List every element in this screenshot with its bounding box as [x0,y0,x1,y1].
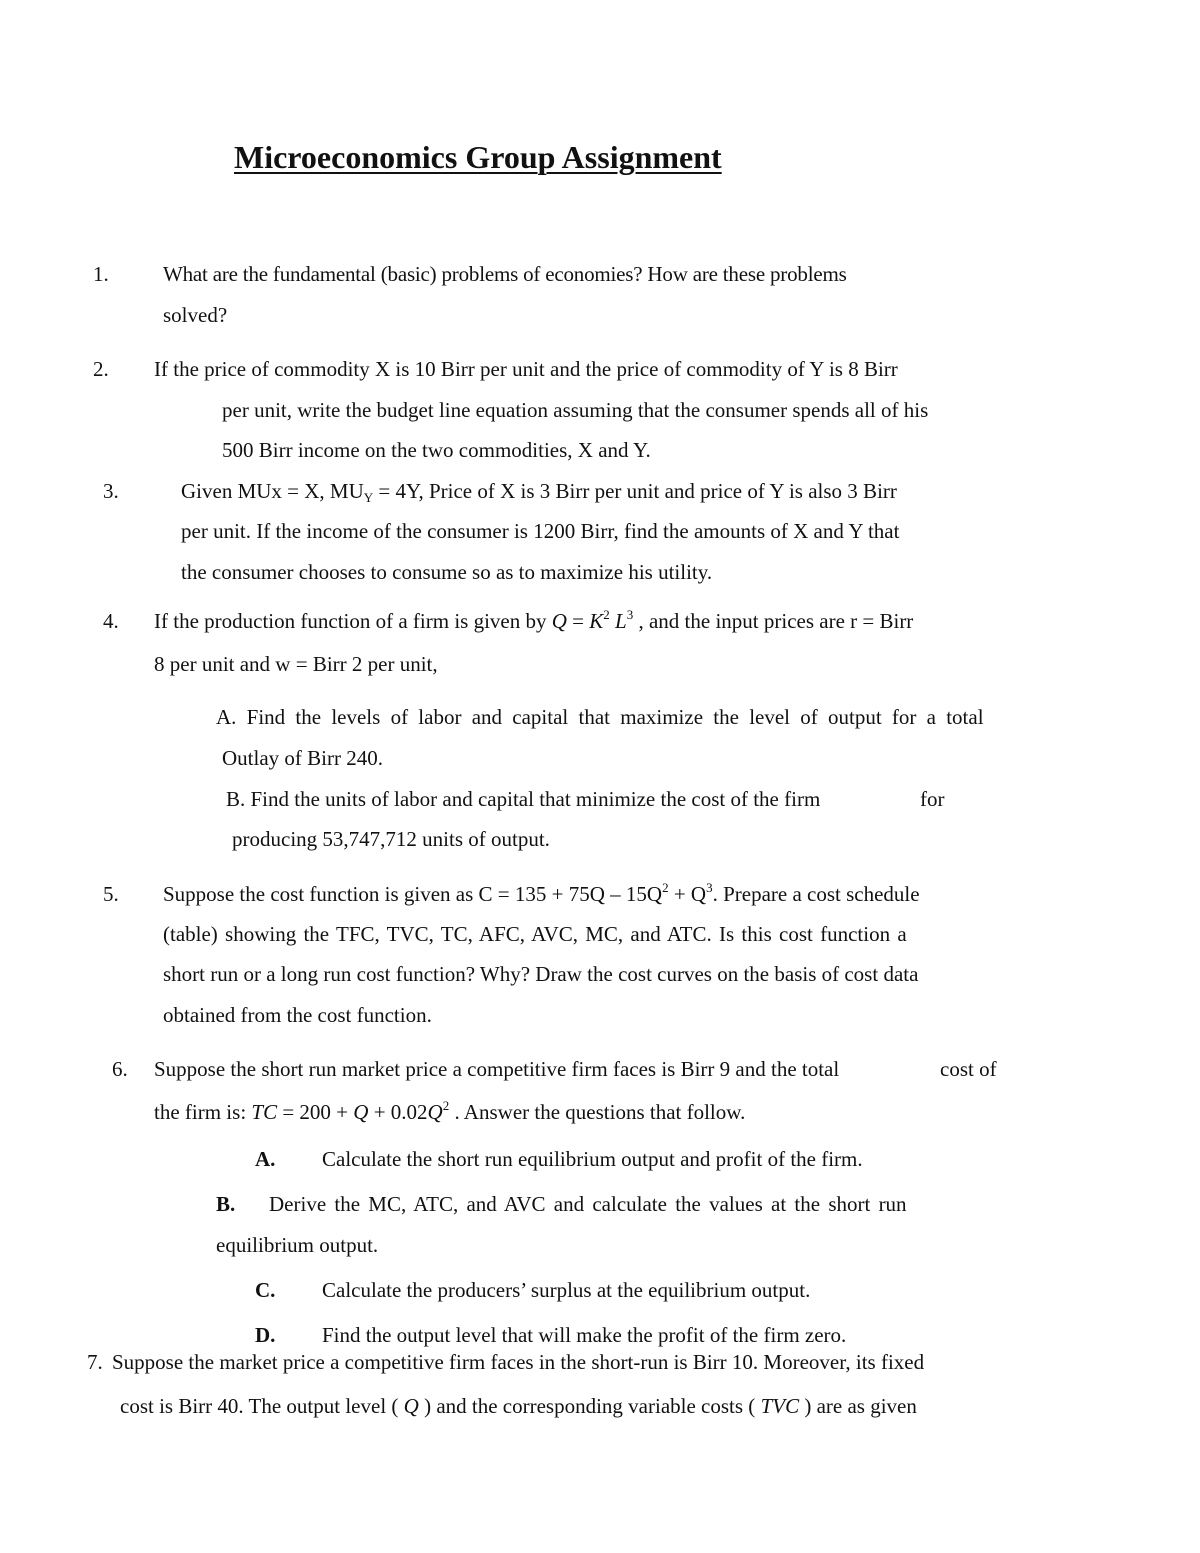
question-1-number: 1. [93,262,109,286]
question-1-line: solved? [163,303,228,327]
question-6-part-d-text: Find the output level that will make the profit of the firm zero. [322,1323,847,1347]
question-5-line [163,880,920,906]
question-3-line [181,479,897,505]
question-6-part-c-text: Calculate the producers’ surplus at the equilibrium output. [322,1278,811,1302]
question-2-line: per unit, write the budget line equation assuming that the consumer spends all of his [222,398,929,422]
question-3-line: per unit. If the income of the consumer is 1200 Birr, find the amounts of X and Y that [181,519,900,543]
question-4-number: 4. [103,609,119,633]
page-title: Microeconomics Group Assignment [234,139,722,175]
formula-eq: = [566,609,590,633]
formula-l: L [615,609,627,633]
formula-tc: TC [251,1100,278,1124]
exponent: 2 [662,880,669,895]
question-6-text: . Answer the questions that follow. [449,1100,746,1124]
exponent: 3 [626,607,634,622]
formula-text: + 0.02 [368,1100,428,1124]
subscript: Y [363,490,374,505]
question-3-number: 3. [103,479,119,503]
question-4-text: If the production function of a firm is given by [154,609,552,633]
question-5-line: short run or a long run cost function? Why? Draw the cost curves on the basis of cost data [163,962,919,986]
question-6-part-a-text: Calculate the short run equilibrium output and profit of the firm. [322,1147,863,1171]
question-6-part-a-label: A. [255,1147,276,1171]
question-3-text: Given MUx = X, MU [181,479,364,503]
question-5-number: 5. [103,882,119,906]
question-4-part-b: for [920,787,945,811]
question-7-number: 7. [87,1350,103,1374]
question-4-part-a: A. Find the levels of labor and capital that maximize the level of output for a total [216,705,984,729]
formula-q: Q [427,1100,443,1124]
question-4-part-b: producing 53,747,712 units of output. [232,827,550,851]
question-7-text: cost is Birr 40. The output level ( [120,1394,399,1418]
formula-q: Q [353,1100,369,1124]
exponent: 2 [603,607,610,622]
formula-q: Q [403,1394,419,1418]
question-6-part-b-text: equilibrium output. [216,1233,379,1257]
question-1-line: What are the fundamental (basic) problems of economies? How are these problems [163,262,847,286]
question-6-part-d-label: D. [255,1323,276,1347]
exponent: 2 [442,1098,450,1113]
question-6-number: 6. [112,1057,128,1081]
question-6-line: cost of [940,1057,997,1081]
formula-q: Q [551,609,567,633]
question-4-line [154,607,914,633]
question-7-text: ) and the corresponding variable costs ( [424,1394,756,1418]
question-6-part-b-text: Derive the MC, ATC, and AVC and calculate the values at the short run [269,1192,907,1216]
question-6-line [154,1098,746,1124]
question-2-number: 2. [93,357,109,381]
question-3-text: = 4Y, Price of X is 3 Birr per unit and price of Y is also 3 Birr [373,479,897,503]
question-6-text: the firm is: [154,1100,252,1124]
question-3-line: the consumer chooses to consume so as to maximize his utility. [181,560,713,584]
question-4-part-b: B. Find the units of labor and capital that minimize the cost of the firm [226,787,821,811]
formula-k: K [589,609,604,633]
question-6-part-c-label: C. [255,1278,276,1302]
question-5-text: . Prepare a cost schedule [712,882,920,906]
question-7-text: ) are as given [804,1394,917,1418]
question-5-text: + Q [668,882,707,906]
question-2-line: 500 Birr income on the two commodities, X and Y. [222,438,651,462]
question-2-line: If the price of commodity X is 10 Birr per unit and the price of commodity of Y is 8 Birr [154,357,898,381]
formula-text: = 200 + [277,1100,354,1124]
question-6-line: Suppose the short run market price a competitive firm faces is Birr 9 and the total [154,1057,840,1081]
question-5-text: Suppose the cost function is given as C = 135 + 75Q – 15Q [163,882,663,906]
question-5-line: obtained from the cost function. [163,1003,432,1027]
exponent: 3 [706,880,713,895]
question-6-part-b-label: B. [216,1192,236,1216]
formula-tvc: TVC [760,1394,800,1418]
question-7-line: Suppose the market price a competitive firm faces in the short-run is Birr 10. Moreover, its fixed [112,1350,925,1374]
question-7-line [120,1396,917,1417]
question-4-line: 8 per unit and w = Birr 2 per unit, [154,652,438,676]
question-4-text: , and the input prices are r = Birr [633,609,914,633]
question-5-line: (table) showing the TFC, TVC, TC, AFC, AVC, MC, and ATC. Is this cost function a [163,922,907,946]
question-4-part-a: Outlay of Birr 240. [222,746,383,770]
